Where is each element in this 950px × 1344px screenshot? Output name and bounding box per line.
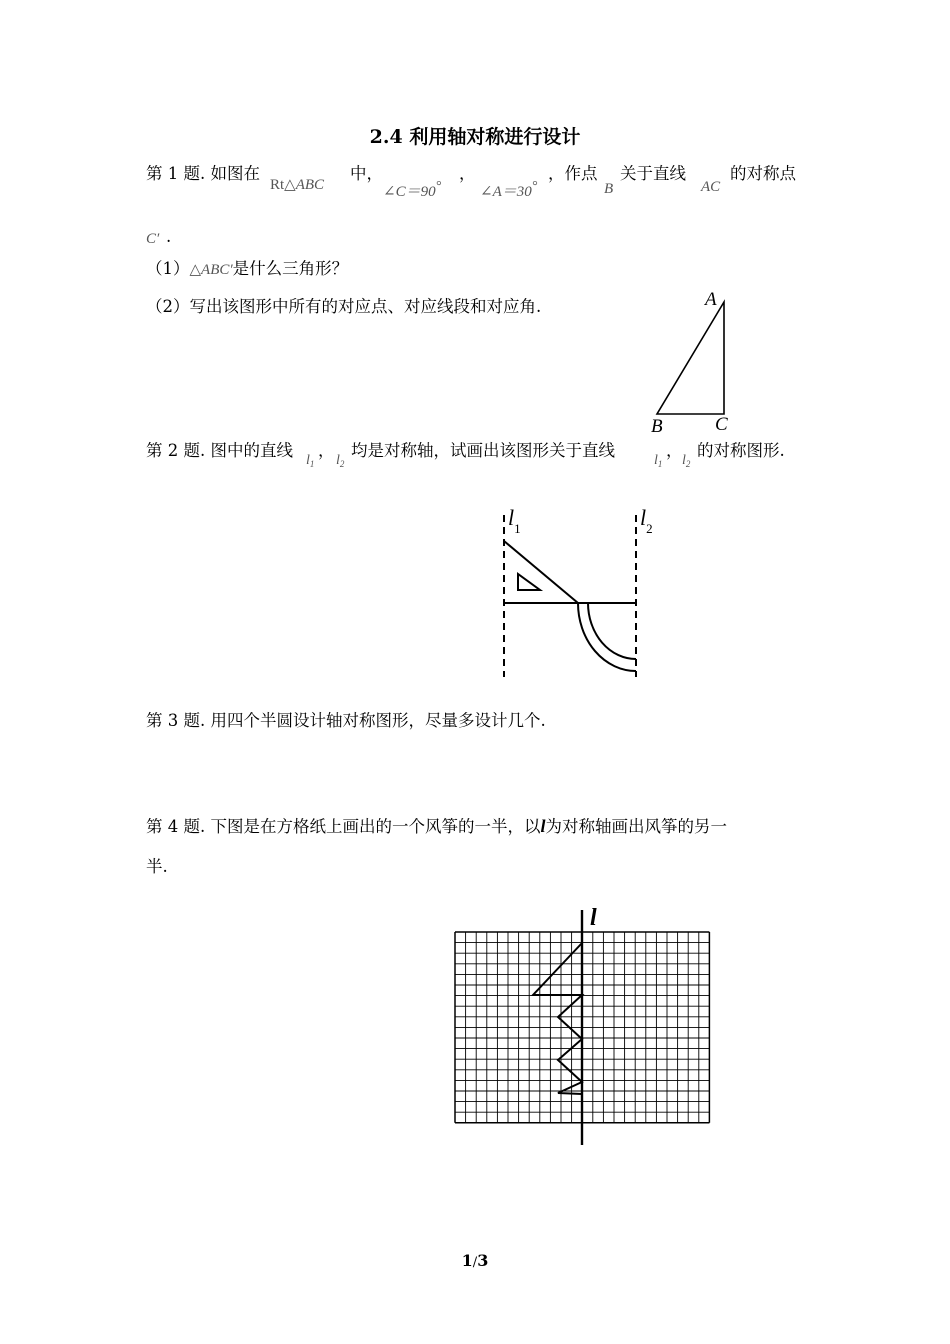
- q1-point-b: B: [604, 181, 614, 197]
- q1-zhong: 中，: [350, 164, 383, 183]
- q1-rt-triangle: Rt△ABC: [270, 177, 325, 193]
- q1-c-prime: C′: [146, 231, 160, 247]
- q1-comma2: ，作点: [548, 164, 598, 183]
- q1-triangle: [657, 302, 724, 414]
- q2-text-b: 均是对称轴，试画出该图形关于直线: [351, 441, 615, 460]
- q1-text-a: 如图在: [210, 164, 260, 183]
- q1-sub1: （1）△ABC′是什么三角形？: [146, 259, 349, 278]
- q2-comma1: ，: [318, 441, 335, 460]
- q1-comma1: ，: [459, 164, 476, 183]
- q1-label-c: C: [715, 414, 728, 435]
- q2-comma2: ，: [666, 441, 683, 460]
- q2-l2-inline-b: $l_2$: [682, 453, 691, 469]
- q1-sub2: （2）写出该图形中所有的对应点、对应线段和对应角.: [146, 297, 542, 316]
- q1-text-c: 的对称点: [730, 164, 796, 183]
- q1-line1: [146, 163, 260, 185]
- q1-angle-a: ∠A＝30°: [480, 179, 538, 200]
- q4-axis-label: l: [590, 905, 597, 931]
- q3-text: 第 3 题. 用四个半圆设计轴对称图形，尽量多设计几个.: [146, 711, 546, 730]
- q4-grid-figure: [450, 905, 715, 1150]
- q1-label-b: B: [651, 416, 663, 437]
- q2-small-triangle: [518, 574, 540, 590]
- q2-text-c: 的对称图形.: [697, 441, 785, 460]
- q1-dot: .: [166, 227, 172, 246]
- q4-kite-half: [533, 943, 582, 1094]
- q2-fig-l1: $l_1$: [508, 505, 521, 536]
- q4-line1: 第 4 题. 下图是在方格纸上画出的一个风筝的一半，以l为对称轴画出风筝的另一: [146, 816, 727, 836]
- q4-line2: 半.: [146, 857, 168, 876]
- q2-fig-l2: $l_2$: [640, 505, 653, 536]
- q2-big-triangle: [504, 541, 578, 603]
- q2-l1-inline-b: $l_1$: [654, 453, 663, 469]
- page-title: 2.4 利用轴对称进行设计: [369, 126, 581, 148]
- q1-angle-c: ∠C＝90°: [383, 179, 442, 200]
- q2-l1-inline: $l_1$: [306, 453, 315, 469]
- q2-line1: 第 2 题. 图中的直线: [146, 441, 293, 460]
- q1-line-ac: AC: [701, 179, 721, 195]
- q1-label: 第 1 题.: [146, 164, 206, 183]
- page-number: 1/3: [461, 1251, 489, 1270]
- q1-label-a: A: [705, 289, 717, 310]
- q2-l2-inline: $l_2$: [336, 453, 345, 469]
- q1-text-b: 关于直线: [620, 164, 686, 183]
- q2-outer-arc: [578, 603, 636, 671]
